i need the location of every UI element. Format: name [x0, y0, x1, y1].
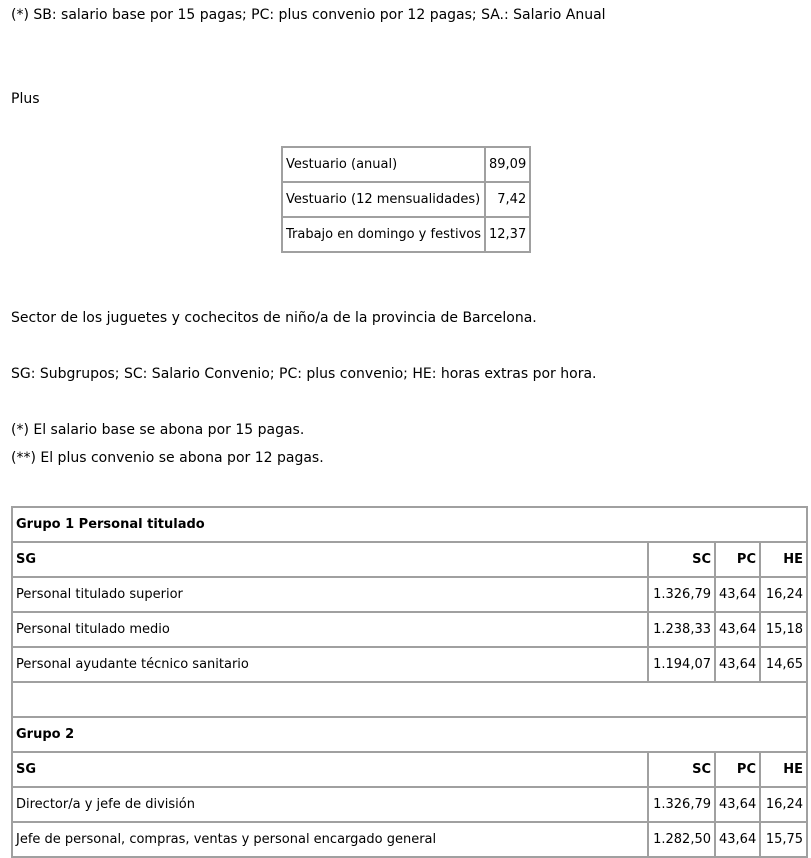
table-row	[11, 613, 808, 648]
cell-sg: Jefe de personal, compras, ventas y personal encargado general	[11, 823, 649, 858]
header-row	[11, 543, 808, 578]
cell-sc: 1.326,79	[649, 788, 716, 823]
table-row	[11, 823, 808, 858]
cell-he: 14,65	[761, 648, 808, 683]
plus-value: 7,42	[486, 183, 531, 218]
plus-label: Trabajo en domingo y festivos	[281, 218, 486, 253]
salary-groups-table	[11, 506, 808, 858]
plus-convenio-note: (**) El plus convenio se abona por 12 pagas.	[11, 450, 324, 466]
cell-sc: 1.282,50	[649, 823, 716, 858]
header-he: HE	[761, 543, 808, 578]
header-sg: SG	[11, 543, 649, 578]
cell-he: 15,75	[761, 823, 808, 858]
group-2-title: Grupo 2	[11, 718, 808, 753]
group-title-row	[11, 718, 808, 753]
cell-pc: 43,64	[716, 823, 761, 858]
group-title-row	[11, 506, 808, 543]
table-row	[11, 788, 808, 823]
table-row	[281, 218, 531, 253]
cell-sc: 1.238,33	[649, 613, 716, 648]
plus-label: Vestuario (anual)	[281, 146, 486, 183]
cell-sg: Director/a y jefe de división	[11, 788, 649, 823]
header-sc: SC	[649, 753, 716, 788]
cell-pc: 43,64	[716, 648, 761, 683]
cell-sg: Personal ayudante técnico sanitario	[11, 648, 649, 683]
cell-sc: 1.326,79	[649, 578, 716, 613]
table-row	[11, 578, 808, 613]
header-he: HE	[761, 753, 808, 788]
sector-title: Sector de los juguetes y cochecitos de niño/a de la provincia de Barcelona.	[11, 310, 537, 326]
plus-label: Vestuario (12 mensualidades)	[281, 183, 486, 218]
cell-pc: 43,64	[716, 788, 761, 823]
plus-value: 12,37	[486, 218, 531, 253]
base-salary-note: (*) El salario base se abona por 15 pagas.	[11, 422, 305, 438]
abbreviations-note: SG: Subgrupos; SC: Salario Convenio; PC: plus convenio; HE: horas extras por hora.	[11, 366, 597, 382]
table-row	[11, 648, 808, 683]
cell-he: 16,24	[761, 578, 808, 613]
cell-sg: Personal titulado medio	[11, 613, 649, 648]
cell-sg: Personal titulado superior	[11, 578, 649, 613]
spacer-row	[11, 683, 808, 718]
empty-cell	[11, 683, 808, 718]
cell-he: 15,18	[761, 613, 808, 648]
cell-sc: 1.194,07	[649, 648, 716, 683]
cell-pc: 43,64	[716, 613, 761, 648]
header-row	[11, 753, 808, 788]
plus-table	[281, 146, 531, 253]
cell-he: 16,24	[761, 788, 808, 823]
legend-note: (*) SB: salario base por 15 pagas; PC: plus convenio por 12 pagas; SA.: Salario Anual	[11, 7, 606, 23]
cell-pc: 43,64	[716, 578, 761, 613]
plus-value: 89,09	[486, 146, 531, 183]
table-row	[281, 183, 531, 218]
header-sg: SG	[11, 753, 649, 788]
group-1-title: Grupo 1 Personal titulado	[11, 506, 808, 543]
header-pc: PC	[716, 543, 761, 578]
header-pc: PC	[716, 753, 761, 788]
plus-heading: Plus	[11, 91, 40, 107]
header-sc: SC	[649, 543, 716, 578]
table-row	[281, 146, 531, 183]
